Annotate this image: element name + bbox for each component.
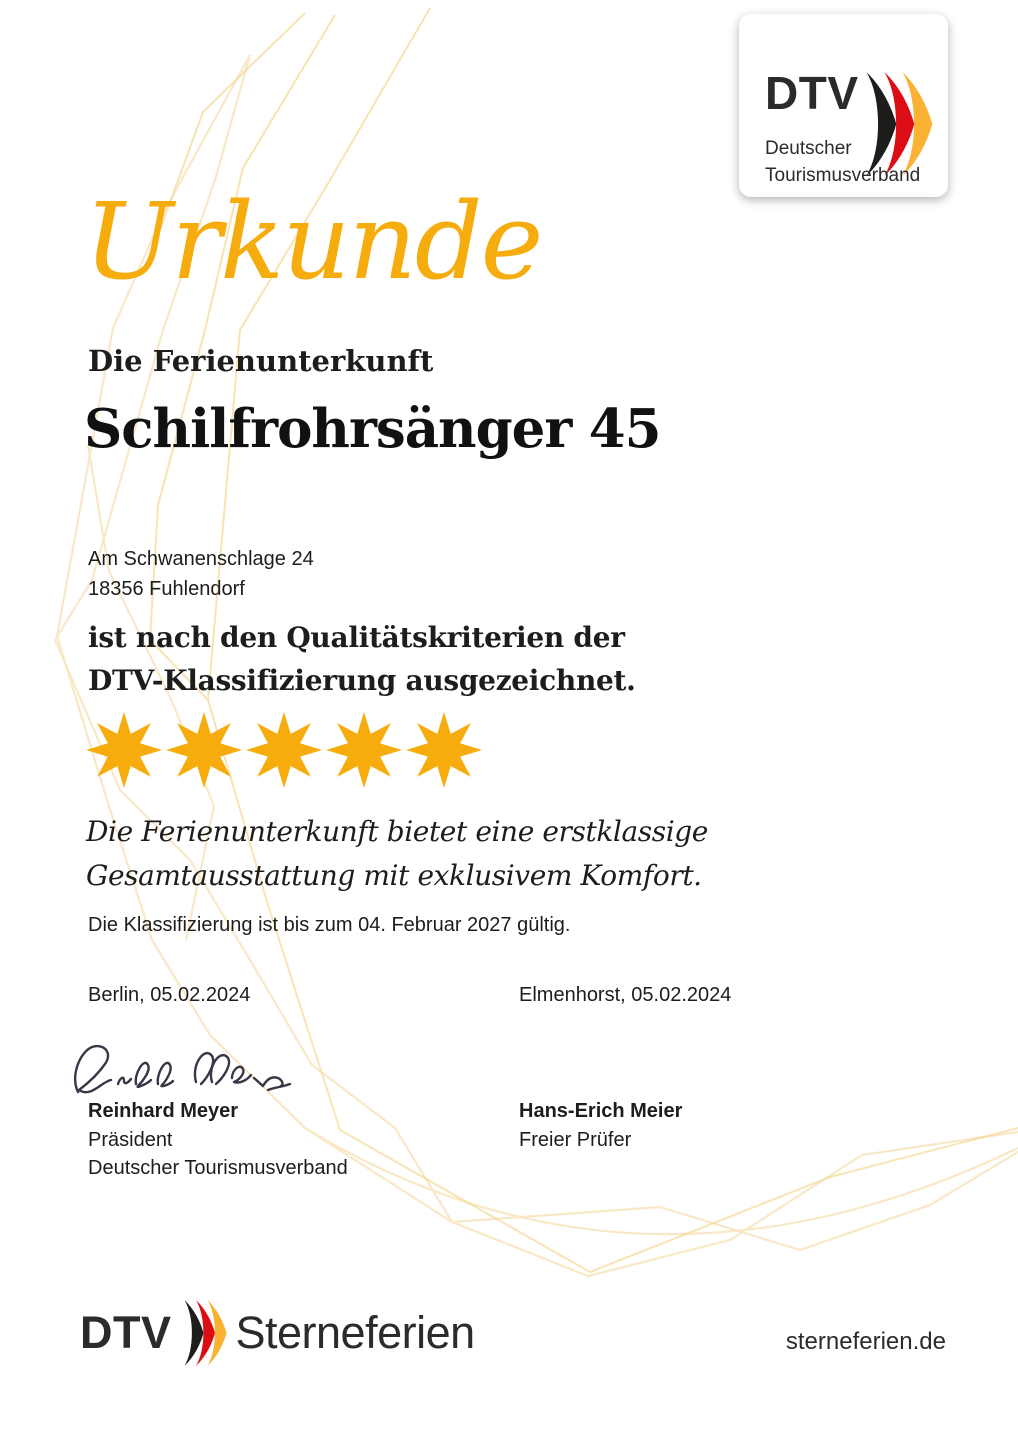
signature-handwriting: [70, 1036, 305, 1108]
property-name: Schilfrohrsänger 45: [84, 398, 661, 460]
footer-flag-chevrons-icon: [181, 1300, 227, 1366]
footer-website: sterneferien.de: [785, 1328, 946, 1355]
address-line1: Am Schwanenschlage 24: [88, 548, 314, 570]
place-date-left: Berlin, 05.02.2024: [88, 984, 251, 1006]
dtv-badge-org-line2: Tourismusverband: [765, 165, 921, 186]
star-icon: [246, 712, 322, 788]
place-date-right: Elmenhorst, 05.02.2024: [519, 984, 732, 1006]
footer-logo-word: Sterneferien: [235, 1307, 475, 1358]
dtv-badge-org-line1: Deutscher: [765, 138, 852, 159]
stars: [86, 712, 482, 788]
property-address: [88, 544, 314, 604]
dtv-badge: [739, 14, 948, 197]
certificate-title: Urkunde: [84, 180, 542, 303]
star-icon: [406, 712, 482, 788]
description-line2: Gesamtausstattung mit exklusivem Komfort.: [86, 859, 702, 892]
star-icon: [166, 712, 242, 788]
description-line1: Die Ferienunterkunft bietet eine erstklassige: [86, 815, 708, 848]
star-icon: [86, 712, 162, 788]
signatory-right-name: Hans-Erich Meier: [519, 1100, 683, 1122]
statement-line1: ist nach den Qualitätskriterien der: [88, 621, 625, 654]
signatory-left-org: Deutscher Tourismusverband: [88, 1157, 348, 1179]
footer-logo-dtv: DTV: [80, 1307, 172, 1358]
classification-statement: [88, 616, 636, 702]
address-line2: 18356 Fuhlendorf: [88, 578, 245, 600]
signatory-left-role: Präsident: [88, 1129, 173, 1151]
signatory-right-role: Freier Prüfer: [519, 1129, 632, 1151]
statement-line2: DTV-Klassifizierung ausgezeichnet.: [88, 664, 636, 697]
intro-text: Die Ferienunterkunft: [88, 344, 434, 378]
classification-description: [86, 810, 708, 898]
star-icon: [326, 712, 402, 788]
footer-logo: [80, 1300, 475, 1366]
validity-text: Die Klassifizierung ist bis zum 04. Februar 2027 gültig.: [88, 914, 571, 936]
dtv-badge-acronym: DTV: [765, 67, 859, 119]
signatory-left-name: Reinhard Meyer: [88, 1100, 239, 1122]
dtv-flag-chevrons-icon: [861, 72, 933, 176]
